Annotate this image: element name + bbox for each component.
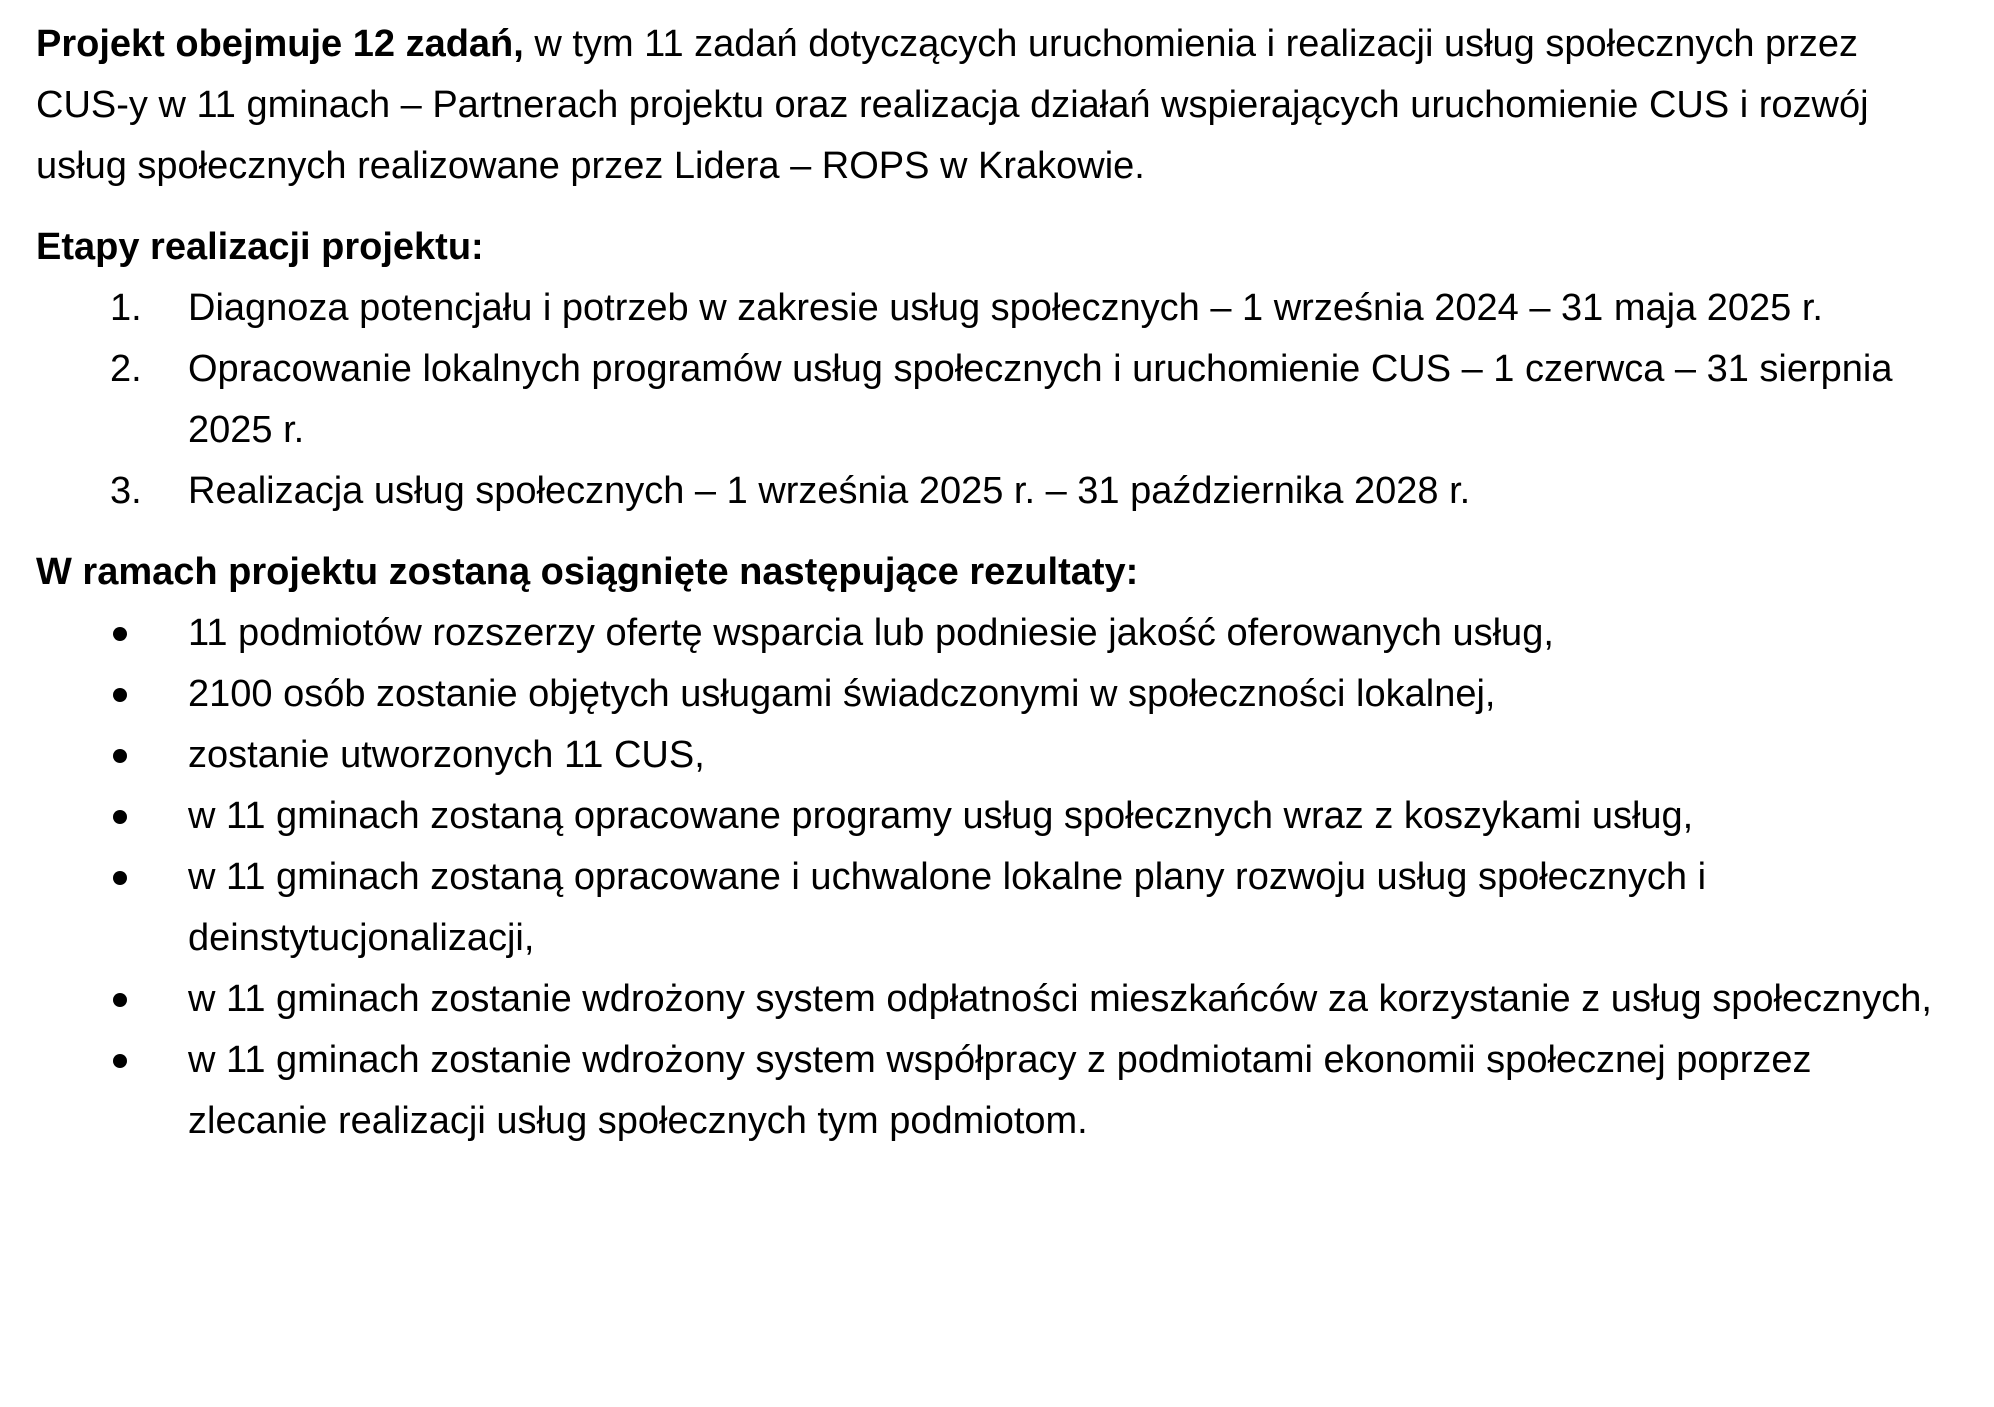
stages-heading: Etapy realizacji projektu: [36,226,484,268]
intro-bold-lead: Projekt obejmuje 12 zadań, [36,23,524,65]
result-item [36,969,1956,1030]
intro-text: w tym 11 zadań dotyczących uruchomienia i realizacji usług społecznych przez CUS-y w 11 gminach – Partnerach projektu oraz realizacja działań wspierających uruchomienie CUS i rozwój usług społecznych realizowane przez Lidera – ROPS w Krakowie. [36,23,1869,187]
result-text: w 11 gminach zostanie wdrożony system współpracy z podmiotami ekonomii społecznej poprzez zlecanie realizacji usług społecznych tym podmiotom. [188,1039,1812,1142]
document-page [36,14,1956,1172]
result-text: 2100 osób zostanie objętych usługami świadczonymi w społeczności lokalnej, [188,673,1496,715]
stage-number: 3. [110,470,142,512]
bullet-icon [113,993,127,1007]
stage-number: 2. [110,348,142,390]
bullet-icon [113,688,127,702]
stage-text: Realizacja usług społecznych – 1 września 2025 r. – 31 października 2028 r. [188,470,1471,512]
result-text: 11 podmiotów rozszerzy ofertę wsparcia lub podniesie jakość oferowanych usług, [188,612,1554,654]
result-text: zostanie utworzonych 11 CUS, [188,734,705,776]
results-heading: W ramach projektu zostaną osiągnięte następujące rezultaty: [36,551,1139,593]
result-item [36,664,1956,725]
stage-item [36,278,1956,339]
stage-item [36,339,1956,461]
stage-text: Opracowanie lokalnych programów usług społecznych i uruchomienie CUS – 1 czerwca – 31 sierpnia 2025 r. [188,348,1893,451]
result-item [36,725,1956,786]
result-item [36,847,1956,969]
stage-text: Diagnoza potencjału i potrzeb w zakresie usług społecznych – 1 września 2024 – 31 maja 2025 r. [188,287,1823,329]
stage-number: 1. [110,287,142,329]
bullet-icon [113,749,127,763]
intro-paragraph [36,14,1956,197]
results-list [36,603,1956,1152]
result-text: w 11 gminach zostaną opracowane i uchwalone lokalne plany rozwoju usług społecznych i deinstytucjonalizacji, [188,856,1707,959]
result-text: w 11 gminach zostaną opracowane programy usług społecznych wraz z koszykami usług, [188,795,1694,837]
bullet-icon [113,871,127,885]
result-item [36,786,1956,847]
result-item [36,603,1956,664]
result-item [36,1030,1956,1152]
bullet-icon [113,627,127,641]
stages-list [36,278,1956,522]
bullet-icon [113,810,127,824]
stage-item [36,461,1956,522]
bullet-icon [113,1054,127,1068]
result-text: w 11 gminach zostanie wdrożony system odpłatności mieszkańców za korzystanie z usług społecznych, [188,978,1932,1020]
